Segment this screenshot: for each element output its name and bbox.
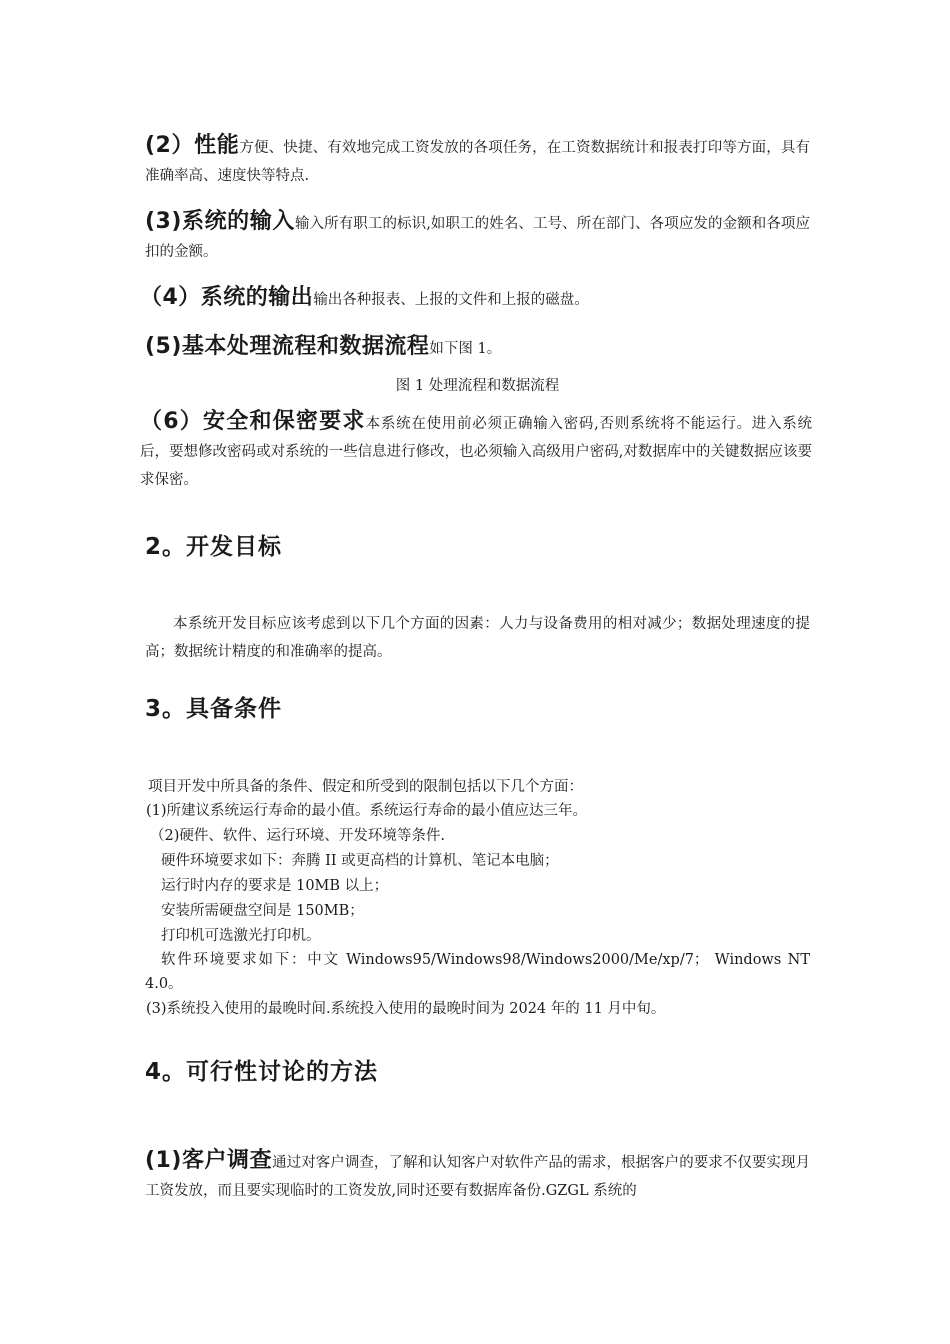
conditions-line-1: 项目开发中所具备的条件、假定和所受到的限制包括以下几个方面：: [148, 779, 583, 795]
paragraph-performance: [145, 132, 810, 190]
paragraph-system-input: [145, 208, 810, 266]
section-heading-goals: 2。开发目标: [145, 534, 283, 560]
conditions-line-4: 硬件环境要求如下：奔腾 II 或更高档的计算机、笔记本电脑；: [161, 853, 559, 869]
customer-survey-text: 通过对客户调查，了解和认知客户对软件产品的需求，根据客户的要求不仅要实现月工资发放，而且要实现临时的工资发放,同时还要有数据库备份.GZGL 系统的: [145, 1155, 811, 1199]
paragraph-customer-survey: [145, 1147, 810, 1205]
security-text: 本系统在使用前必须正确输入密码,否则系统将不能运行。进入系统后，要想修改密码或对系统的一些信息进行修改，也必须输入高级用户密码,对数据库中的关键数据应该要求保密。: [140, 416, 812, 488]
performance-lead: (2）性能: [145, 133, 240, 158]
paragraph-system-output: [140, 284, 805, 314]
section-heading-conditions: 3。具备条件: [145, 696, 283, 722]
conditions-line-7: 打印机可选激光打印机。: [161, 928, 321, 944]
system-input-lead: (3)系统的输入: [145, 209, 295, 234]
conditions-line-5: 运行时内存的要求是 10MB 以上；: [161, 878, 389, 894]
security-lead: （6）安全和保密要求: [140, 409, 366, 434]
conditions-line-8: 软件环境要求如下：中文 Windows95/Windows98/Windows2000/Me/xp/7； Windows NT 4.0。: [145, 952, 810, 992]
customer-survey-lead: (1)客户调查: [145, 1148, 273, 1173]
conditions-line-9: (3)系统投入使用的最晚时间.系统投入使用的最晚时间为 2024 年的 11 月中旬。: [146, 1001, 666, 1017]
paragraph-goals: 本系统开发目标应该考虑到以下几个方面的因素：人力与设备费用的相对减少；数据处理速度的提高；数据统计精度的和准确率的提高。: [145, 616, 810, 660]
paragraph-process-flow: [145, 333, 810, 363]
conditions-line-3: （2)硬件、软件、运行环境、开发环境等条件.: [150, 828, 445, 844]
performance-text: 方便、快捷、有效地完成工资发放的各项任务，在工资数据统计和报表打印等方面，具有准确率高、速度快等特点.: [145, 140, 810, 184]
system-input-text: 输入所有职工的标识,如职工的姓名、工号、所在部门、各项应发的金额和各项应扣的金额。: [145, 216, 811, 260]
paragraph-security: [140, 408, 812, 494]
section-heading-methods: 4。可行性讨论的方法: [145, 1059, 379, 1085]
system-output-lead: （4）系统的输出: [140, 285, 314, 310]
figure-caption: 图 1 处理流程和数据流程: [395, 378, 560, 394]
process-flow-lead: (5)基本处理流程和数据流程: [145, 334, 430, 359]
conditions-line-6: 安装所需硬盘空间是 150MB；: [161, 903, 364, 919]
process-flow-text: 如下图 1。: [429, 341, 502, 357]
conditions-line-2: (1)所建议系统运行寿命的最小值。系统运行寿命的最小值应达三年。: [146, 803, 588, 819]
system-output-text: 输出各种报表、上报的文件和上报的磁盘。: [313, 292, 589, 308]
